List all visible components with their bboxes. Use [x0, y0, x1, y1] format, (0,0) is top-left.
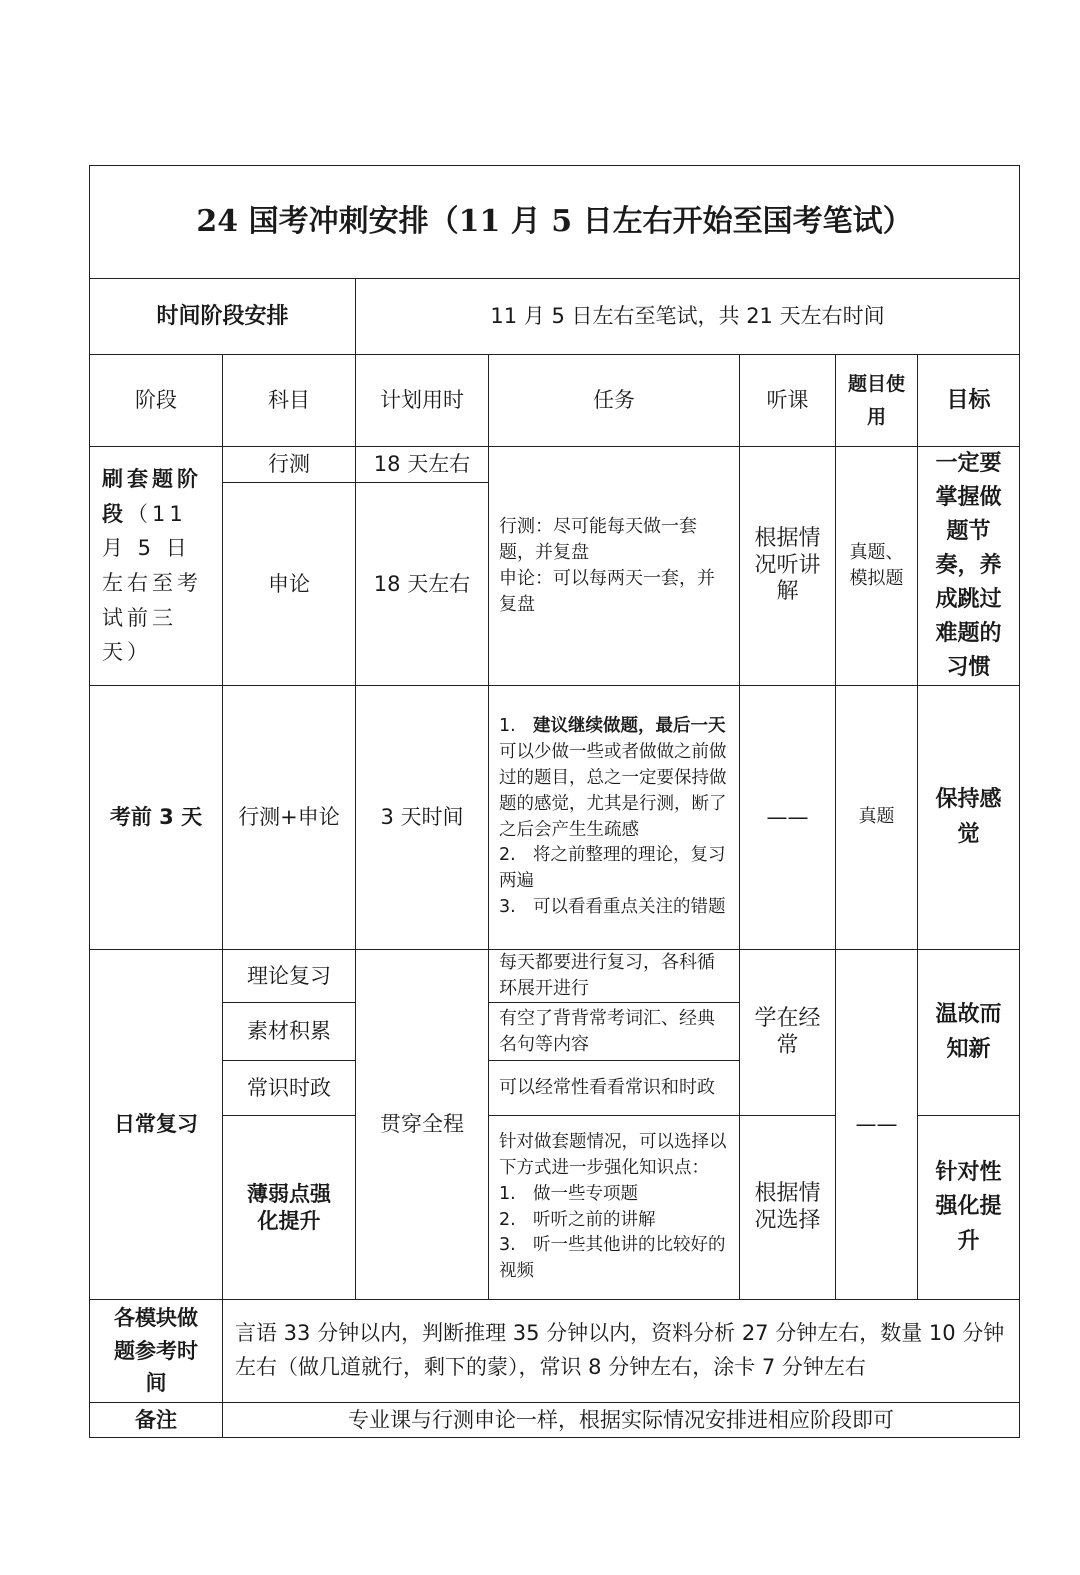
- stage3-task-2: 有空了背背常考词汇、经典名句等内容: [488, 1002, 740, 1061]
- stage3-task-4-2-num: 2.: [499, 1209, 516, 1230]
- stage3-goal-a: 温故而知新: [917, 949, 1020, 1116]
- stage2-goal: 保持感觉: [917, 685, 1020, 950]
- stage1-task-line2: 申论：可以每两天一套，并复盘: [499, 568, 715, 615]
- stage3-goal-b: 针对性强化提升: [917, 1115, 1020, 1300]
- stage3-lecture-a: 学在经常: [739, 949, 836, 1116]
- stage3-task-4-item-1: [499, 1182, 729, 1208]
- stage2-task: [488, 685, 740, 950]
- stage2-task-1-bold: 建议继续做题，最后一天: [533, 715, 726, 736]
- stage2-task-item-2: [499, 843, 729, 895]
- stage3-task-4-intro: 针对做套题情况，可以选择以下方式进一步强化知识点：: [499, 1131, 727, 1178]
- stage3-sub-4: 薄弱点强化提升: [222, 1115, 356, 1300]
- reference-value: 言语 33 分钟以内，判断推理 35 分钟以内，资料分析 27 分钟左右，数量 10 分钟左右（做几道就行，剩下的蒙），常识 8 分钟左右，涂卡 7 分钟左右: [222, 1299, 1020, 1403]
- stage2-questions: 真题: [835, 685, 918, 950]
- stage1-name-bold: 刷套题阶段: [102, 467, 202, 526]
- stage1-task: [488, 446, 740, 686]
- stage3-sub-2: 素材积累: [222, 1002, 356, 1061]
- note-value: 专业课与行测申论一样，根据实际情况安排进相应阶段即可: [222, 1402, 1020, 1438]
- stage3-task-4-item-3: [499, 1233, 729, 1285]
- stage3-task-4-1: 做一些专项题: [533, 1183, 638, 1204]
- header-lecture: 听课: [739, 354, 836, 447]
- stage1-time-a: 18 天左右: [355, 446, 489, 483]
- stage3-task-1: 每天都要进行复习，各科循环展开进行: [488, 949, 740, 1003]
- stage3-task-4-3-num: 3.: [499, 1235, 516, 1256]
- stage3-task-4-2: 听听之前的讲解: [533, 1209, 656, 1230]
- stage3-sub-3: 常识时政: [222, 1060, 356, 1116]
- stage3-task-4-1-num: 1.: [499, 1183, 516, 1204]
- header-stage: 阶段: [89, 354, 223, 447]
- document-title: 24 国考冲刺安排（11 月 5 日左右开始至国考笔试）: [89, 165, 1020, 279]
- stage3-lecture-b: 根据情况选择: [739, 1115, 836, 1300]
- stage2-task-item-1: [499, 714, 729, 843]
- stage1-questions: 真题、模拟题: [835, 446, 918, 686]
- stage1-task-line1: 行测：尽可能每天做一套题，并复盘: [499, 516, 697, 564]
- stage2-lecture: ——: [739, 685, 836, 950]
- header-goal: 目标: [917, 354, 1020, 447]
- note-label: 备注: [89, 1402, 223, 1438]
- stage2-task-2-num: 2.: [499, 845, 516, 866]
- header-plan-time: 计划用时: [355, 354, 489, 447]
- stage2-subject: 行测+申论: [222, 685, 356, 950]
- stage3-sub-1: 理论复习: [222, 949, 356, 1003]
- stage3-questions: ——: [835, 949, 918, 1300]
- period-value: 11 月 5 日左右至笔试，共 21 天左右时间: [355, 278, 1020, 355]
- stage2-name: 考前 3 天: [89, 685, 223, 950]
- stage3-name: 日常复习: [89, 949, 223, 1300]
- stage2-task-item-3: [499, 895, 729, 921]
- stage1-lecture: 根据情况听讲解: [739, 446, 836, 686]
- stage1-subject-a: 行测: [222, 446, 356, 483]
- stage1-name: [89, 446, 223, 686]
- header-task: 任务: [488, 354, 740, 447]
- period-label: 时间阶段安排: [89, 278, 356, 355]
- stage1-time-b: 18 天左右: [355, 482, 489, 686]
- stage2-task-1-rest: 可以少做一些或者做做之前做过的题目，总之一定要保持做题的感觉，尤其是行测，断了之后会产生生疏感: [499, 741, 727, 840]
- stage3-time: 贯穿全程: [355, 949, 489, 1300]
- stage2-task-1-num: 1.: [499, 715, 516, 736]
- stage3-task-4-item-2: [499, 1208, 729, 1234]
- stage3-task-4: [488, 1115, 740, 1300]
- header-subject: 科目: [222, 354, 356, 447]
- stage1-name-rest: （11 月 5 日左右至考试前三天）: [102, 501, 202, 665]
- stage1-subject-b: 申论: [222, 482, 356, 686]
- stage2-task-3: 可以看看重点关注的错题: [533, 897, 726, 918]
- stage3-task-3: 可以经常性看看常识和时政: [488, 1060, 740, 1116]
- header-questions: 题目使用: [835, 354, 918, 447]
- stage2-time: 3 天时间: [355, 685, 489, 950]
- stage2-task-3-num: 3.: [499, 897, 516, 918]
- reference-label: 各模块做题参考时间: [89, 1299, 223, 1403]
- stage1-goal: 一定要掌握做题节奏，养成跳过难题的习惯: [917, 446, 1020, 686]
- stage2-task-2: 将之前整理的理论，复习两遍: [499, 845, 726, 892]
- stage3-task-4-3: 听一些其他讲的比较好的视频: [499, 1235, 726, 1282]
